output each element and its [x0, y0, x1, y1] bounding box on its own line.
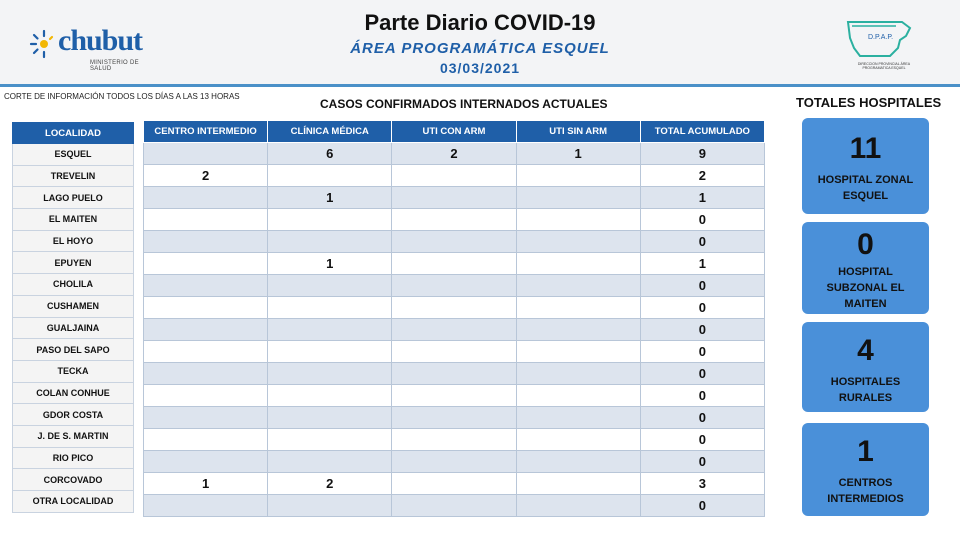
table-cell — [516, 429, 640, 451]
table-row — [144, 297, 765, 319]
table-cell — [392, 319, 516, 341]
localidad-item: GUALJAINA — [12, 318, 134, 340]
table-cell — [392, 473, 516, 495]
table-cell — [144, 297, 268, 319]
total-card-hospital-subzonal — [802, 222, 929, 314]
table-row — [144, 341, 765, 363]
table-cell — [516, 473, 640, 495]
localidad-item: EL MAITEN — [12, 209, 134, 231]
dpap-logo — [840, 18, 918, 76]
table-row — [144, 407, 765, 429]
table-cell: 0 — [640, 385, 764, 407]
table-cell — [516, 319, 640, 341]
table-row — [144, 473, 765, 495]
table-cell: 1 — [640, 253, 764, 275]
table-cell — [392, 253, 516, 275]
table-cell — [392, 495, 516, 517]
table-cell — [392, 165, 516, 187]
table-cell: 1 — [268, 253, 392, 275]
table-title: CASOS CONFIRMADOS INTERNADOS ACTUALES — [320, 97, 608, 111]
table-cell — [144, 319, 268, 341]
table-row — [144, 319, 765, 341]
table-cell — [268, 407, 392, 429]
table-cell — [392, 429, 516, 451]
table-cell — [144, 275, 268, 297]
table-cell — [268, 341, 392, 363]
table-cell: 0 — [640, 319, 764, 341]
table-cell: 0 — [640, 275, 764, 297]
table-cell: 0 — [640, 429, 764, 451]
table-cell — [268, 297, 392, 319]
total-value: 4 — [857, 334, 874, 367]
table-cell — [516, 209, 640, 231]
table-cell — [144, 429, 268, 451]
table-cell — [392, 275, 516, 297]
localidad-item: OTRA LOCALIDAD — [12, 491, 134, 513]
total-card-hospitales-rurales — [802, 322, 929, 412]
localidad-item: J. DE S. MARTIN — [12, 426, 134, 448]
table-cell: 2 — [392, 143, 516, 165]
table-cell — [392, 385, 516, 407]
table-row — [144, 253, 765, 275]
table-cell — [516, 451, 640, 473]
page-subtitle: ÁREA PROGRAMÁTICA ESQUEL — [350, 40, 610, 57]
report-date: 03/03/2021 — [439, 60, 521, 76]
table-cell — [268, 429, 392, 451]
table-cell — [144, 231, 268, 253]
total-label: HOSPITAL SUBZONAL EL MAITEN — [826, 266, 905, 310]
total-value: 0 — [857, 228, 874, 261]
total-value: 1 — [857, 435, 874, 468]
localidad-item: TECKA — [12, 361, 134, 383]
logo-subtitle: MINISTERIO DE SALUD — [90, 60, 139, 72]
total-card-centros-intermedios — [802, 423, 929, 516]
table-cell: 2 — [144, 165, 268, 187]
table-cell — [392, 407, 516, 429]
localidad-item: CORCOVADO — [12, 469, 134, 491]
table-cell — [144, 385, 268, 407]
table-cell — [516, 385, 640, 407]
table-cell: 1 — [640, 187, 764, 209]
column-header: CLÍNICA MÉDICA — [268, 121, 392, 143]
table-cell: 1 — [268, 187, 392, 209]
table-cell — [144, 209, 268, 231]
table-row — [144, 275, 765, 297]
table-cell — [516, 495, 640, 517]
logo-wordmark: chubut — [58, 24, 143, 57]
table-row — [144, 143, 765, 165]
logo-right-subtitle: DIRECCION PROVINCIAL ÁREA PROGRAMATICA ESQUEL — [857, 62, 911, 70]
localidad-item: EL HOYO — [12, 231, 134, 253]
table-cell — [268, 231, 392, 253]
total-label: HOSPITALES RURALES — [830, 376, 901, 404]
table-cell — [516, 187, 640, 209]
table-cell: 2 — [268, 473, 392, 495]
localidad-item: CUSHAMEN — [12, 296, 134, 318]
table-cell — [268, 451, 392, 473]
localidad-item: CHOLILA — [12, 274, 134, 296]
table-cell: 0 — [640, 407, 764, 429]
table-cell — [392, 209, 516, 231]
localidad-item: COLAN CONHUE — [12, 383, 134, 405]
table-cell: 0 — [640, 363, 764, 385]
table-cell — [392, 341, 516, 363]
table-cell: 0 — [640, 209, 764, 231]
table-cell: 3 — [640, 473, 764, 495]
localidad-item: GDOR COSTA — [12, 404, 134, 426]
localidad-item: PASO DEL SAPO — [12, 339, 134, 361]
table-row — [144, 165, 765, 187]
localidad-item: EPUYEN — [12, 252, 134, 274]
table-cell — [144, 363, 268, 385]
table-cell: 6 — [268, 143, 392, 165]
table-cell: 0 — [640, 231, 764, 253]
localidad-item: LAGO PUELO — [12, 187, 134, 209]
table-cell — [392, 363, 516, 385]
page-title: Parte Diario COVID-19 — [364, 10, 596, 35]
table-cell — [516, 231, 640, 253]
table-row — [144, 363, 765, 385]
table-cell — [268, 275, 392, 297]
table-cell — [144, 341, 268, 363]
table-cell — [268, 495, 392, 517]
table-cell: 1 — [144, 473, 268, 495]
header-divider — [0, 84, 960, 87]
table-cell: 0 — [640, 451, 764, 473]
table-cell — [516, 363, 640, 385]
table-row — [144, 187, 765, 209]
column-header: UTI CON ARM — [392, 121, 516, 143]
table-cell — [516, 341, 640, 363]
table-cell — [144, 495, 268, 517]
table-row — [144, 429, 765, 451]
localidad-item: TREVELIN — [12, 166, 134, 188]
localidad-header: LOCALIDAD — [12, 122, 134, 144]
table-row — [144, 451, 765, 473]
table-cell — [268, 319, 392, 341]
table-cell — [268, 363, 392, 385]
column-header: TOTAL ACUMULADO — [640, 121, 764, 143]
cases-table-header — [144, 121, 765, 143]
total-value: 11 — [849, 132, 882, 165]
table-cell — [516, 275, 640, 297]
table-cell — [516, 297, 640, 319]
column-header: CENTRO INTERMEDIO — [144, 121, 268, 143]
table-cell — [516, 165, 640, 187]
table-cell: 0 — [640, 297, 764, 319]
table-cell — [516, 253, 640, 275]
table-cell — [268, 209, 392, 231]
table-cell — [516, 407, 640, 429]
table-cell: 9 — [640, 143, 764, 165]
table-cell — [268, 385, 392, 407]
cutoff-note: CORTE DE INFORMACIÓN TODOS LOS DÍAS A LAS 13 HORAS — [4, 92, 240, 101]
table-cell: 0 — [640, 341, 764, 363]
logo-acronym: D.P.A.P. — [868, 34, 894, 41]
table-row — [144, 209, 765, 231]
table-cell: 0 — [640, 495, 764, 517]
cases-table — [143, 120, 765, 517]
table-cell — [144, 407, 268, 429]
table-cell — [392, 451, 516, 473]
table-row — [144, 231, 765, 253]
table-row — [144, 385, 765, 407]
table-cell — [144, 253, 268, 275]
localidad-item: RIO PICO — [12, 448, 134, 470]
table-cell: 1 — [516, 143, 640, 165]
table-cell — [392, 297, 516, 319]
table-cell — [392, 231, 516, 253]
table-row — [144, 495, 765, 517]
localidad-item: ESQUEL — [12, 144, 134, 166]
table-cell — [144, 187, 268, 209]
table-cell: 2 — [640, 165, 764, 187]
table-cell — [144, 451, 268, 473]
table-cell — [268, 165, 392, 187]
table-cell — [144, 143, 268, 165]
total-label: CENTROS INTERMEDIOS — [827, 477, 904, 505]
column-header: UTI SIN ARM — [516, 121, 640, 143]
total-label: HOSPITAL ZONAL ESQUEL — [817, 174, 914, 202]
table-cell — [392, 187, 516, 209]
localidad-list — [12, 122, 134, 513]
total-card-hospital-zonal — [802, 118, 929, 214]
totals-title: TOTALES HOSPITALES — [796, 95, 942, 110]
